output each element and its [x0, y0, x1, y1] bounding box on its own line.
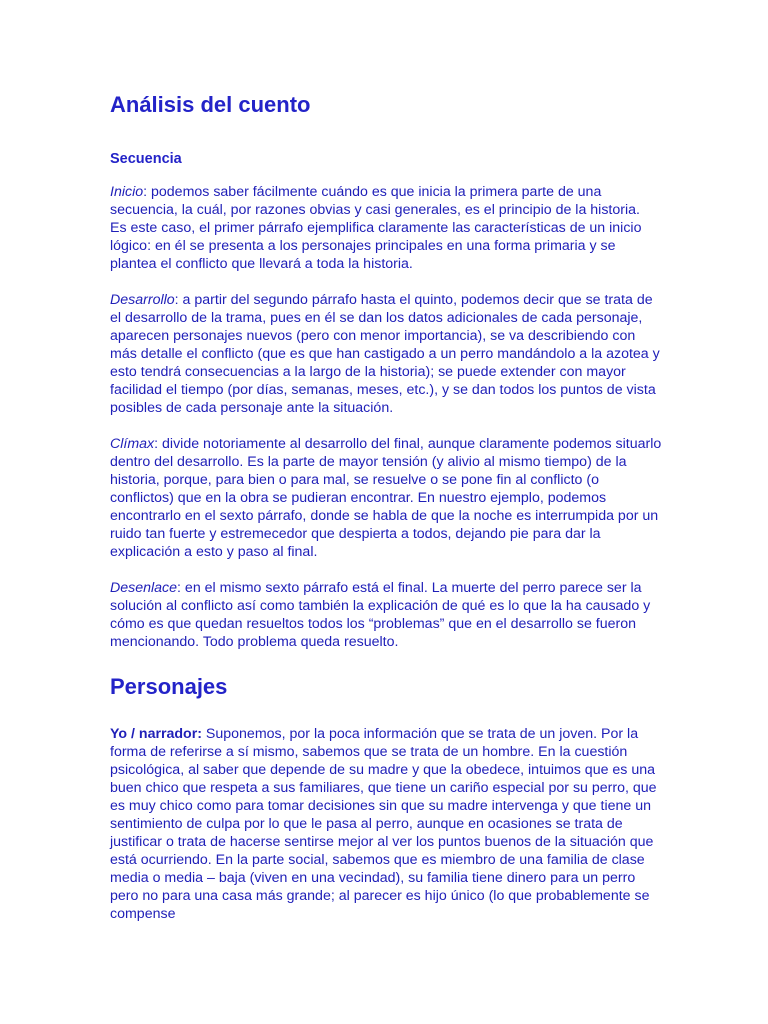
climax-paragraph — [110, 435, 662, 561]
climax-label: Clímax — [110, 436, 155, 452]
inicio-paragraph — [110, 183, 662, 219]
desarrollo-paragraph — [110, 291, 662, 417]
analysis-heading: Análisis del cuento — [110, 92, 311, 117]
desenlace-paragraph — [110, 579, 662, 651]
narrator-paragraph — [110, 725, 662, 923]
inicio-text: : podemos saber fácilmente cuándo es que inicia la primera parte de una secuencia, la cuál, por razones obvias y casi generales, es el principio de la historia. — [110, 184, 640, 218]
inicio-label: Inicio — [110, 184, 144, 200]
desarrollo-text: : a partir del segundo párrafo hasta el quinto, podemos decir que se trata de el desarrollo de la trama, pues en él se dan los datos adicionales de cada personaje, aparecen personajes nuevos (pero con menor importancia), se va describiendo con más detalle el conflicto (que es que han castigado a un perro mandándolo a la azotea y esto tendrá consecuencias a la largo de la historia); se puede extender con mayor facilidad el tiempo (por días, semanas, meses, etc.), y se dan todos los puntos de vista posibles de cada personaje ante la situación. — [110, 292, 660, 416]
desarrollo-label: Desarrollo — [110, 292, 175, 308]
document-page — [110, 88, 662, 923]
desenlace-label: Desenlace — [110, 580, 178, 596]
inicio-paragraph-continued: Es este caso, el primer párrafo ejemplifica claramente las características de un inicio lógico: en él se presenta a los personajes principales en una forma primaria y se plantea el conflicto que llevará a toda la historia. — [110, 220, 642, 272]
narrator-text: Suponemos, por la poca información que se trata de un joven. Por la forma de referirse a sí mismo, sabemos que se trata de un hombre. En la cuestión psicológica, al saber que depende de su madre y que la obedece, intuimos que es una buen chico que respeta a sus familiares, que tiene un cariño especial por su perro, que es muy chico como para tomar decisiones sin que su madre intervenga y que tiene un sentimiento de culpa por lo que le pasa al perro, aunque en ocasiones se trata de justificar o trata de hacerse sentirse mejor al ver los puntos buenos de la situación que está ocurriendo. En la parte social, sabemos que es miembro de una familia de clase media o media – baja (viven en una vecindad), su familia tiene dinero para un perro pero no para una casa más grande; al parecer es hijo único (lo que probablemente se compense — [110, 726, 657, 922]
desenlace-text: : en el mismo sexto párrafo está el final. La muerte del perro parece ser la solución al conflicto así como también la explicación de qué es lo que la ha causado y cómo es que quedan resueltos todos los “problemas” que en el desarrollo se fueron mencionando. Todo problema queda resuelto. — [110, 580, 651, 650]
sequence-subheading: Secuencia — [110, 151, 182, 167]
characters-heading: Personajes — [110, 674, 228, 699]
climax-text: : divide notoriamente al desarrollo del final, aunque claramente podemos situarlo dentro del desarrollo. Es la parte de mayor tensión (y alivio al mismo tiempo) de la historia, porque, para bien o para mal, se resuelve o se pone fin al conflicto (o conflictos) que en la obra se pudieran encontrar. En nuestro ejemplo, podemos encontrarlo en el sexto párrafo, donde se habla de que la noche es interrumpida por un ruido tan fuerte y estremecedor que despierta a todos, dejando pie para dar la explicación a esto y paso al final. — [110, 436, 662, 560]
narrator-label: Yo / narrador: — [110, 726, 202, 742]
